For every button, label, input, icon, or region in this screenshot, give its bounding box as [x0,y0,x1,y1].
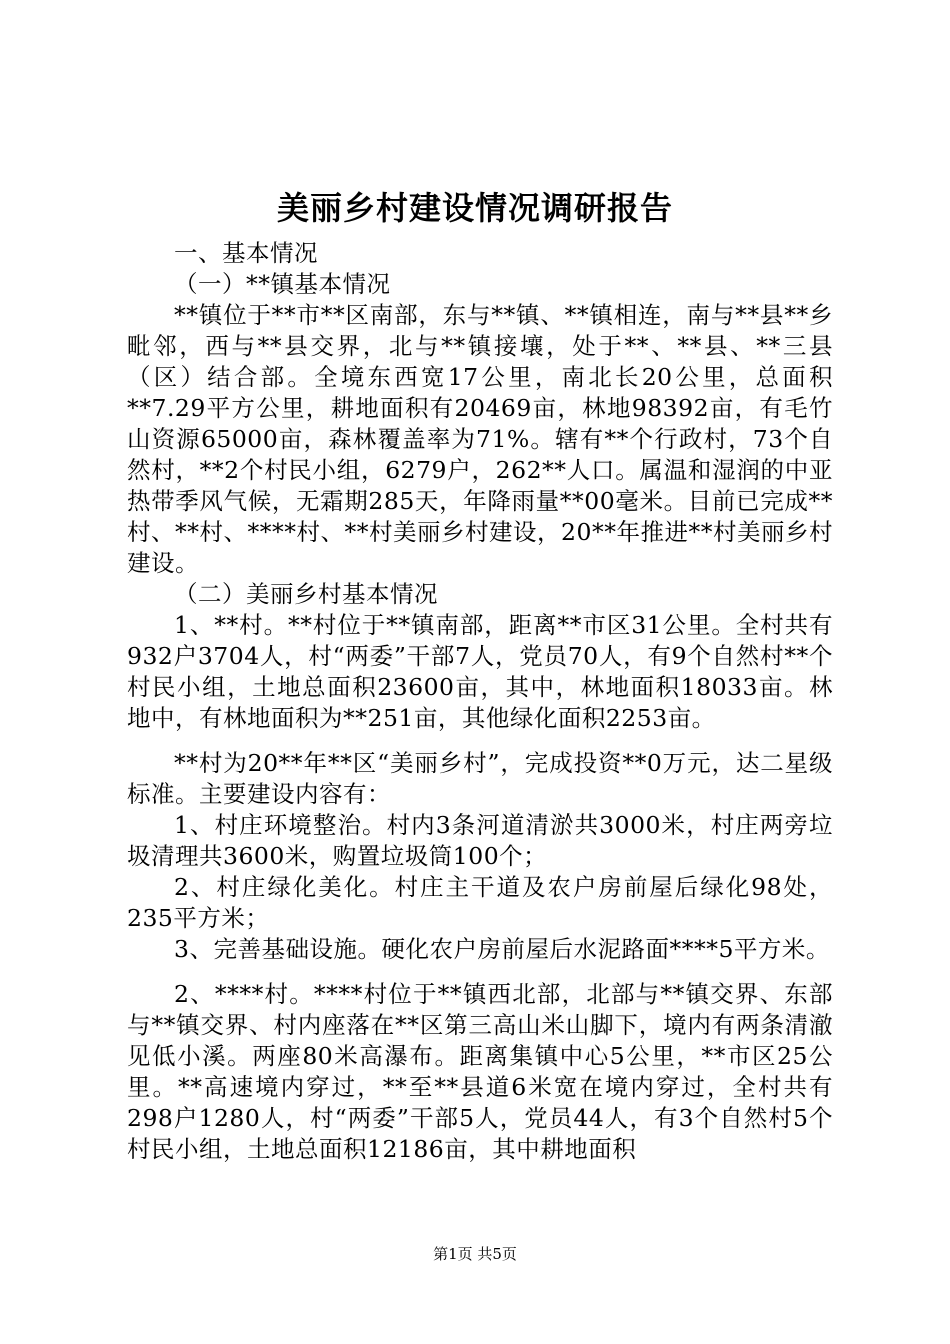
page-footer: 第1页 共5页 [433,1245,517,1263]
section-heading-basic: 一、基本情况 [174,239,318,267]
list-item-greening: 2、村庄绿化美化。村庄主干道及农户房前屋后绿化98处，235平方米； [127,873,833,932]
paragraph-village-1-investment: **村为20**年**区“美丽乡村”，完成投资**0万元，达二星级标准。主要建设内容有： [127,749,833,808]
paragraph-village-2: 2、****村。****村位于**镇西北部，北部与**镇交界、东部与**镇交界、村内座落在**区第三高山米山脚下，境内有两条清澈见低小溪。两座80米高瀑布。距离集镇中心5公里，**市区25公里。**高速境内穿过，**至**县道6米宽在境内穿过，全村共有298户1280人，村“两委”干部5人，党员44人，有3个自然村5个村民小组，土地总面积12186亩，其中耕地面积 [127,980,833,1163]
paragraph-village-1: 1、**村。**村位于**镇南部，距离**市区31公里。全村共有932户3704人，村“两委”干部7人，党员70人，有9个自然村**个村民小组，土地总面积23600亩，其中，林地面积18033亩。林地中，有林地面积为**251亩，其他绿化面积2253亩。 [127,611,833,732]
subsection-heading-town: （一）**镇基本情况 [174,270,391,298]
document-body [127,238,833,1165]
list-item-environment: 1、村庄环境整治。村内3条河道清淤共3000米，村庄两旁垃圾清理共3600米，购置垃圾筒100个； [127,811,833,870]
paragraph-town-overview: **镇位于**市**区南部，东与**镇、**镇相连，南与**县**乡毗邻，西与**县交界，北与**镇接壤，处于**、**县、**三县（区）结合部。全境东西宽17公里，南北长20公里，总面积**7.29平方公里，耕地面积有20469亩，林地98392亩，有毛竹山资源65000亩，森林覆盖率为71%。辖有**个行政村，73个自然村，**2个村民小组，6279户，262**人口。属温和湿润的中亚热带季风气候，无霜期285天，年降雨量**00毫米。目前已完成**村、**村、****村、**村美丽乡村建设，20**年推进**村美丽乡村建设。 [127,301,833,577]
list-item-infrastructure: 3、完善基础设施。硬化农户房前屋后水泥路面****5平方米。 [174,935,830,963]
document-title: 美丽乡村建设情况调研报告 [276,189,673,227]
subsection-heading-villages: （二）美丽乡村基本情况 [174,580,438,608]
